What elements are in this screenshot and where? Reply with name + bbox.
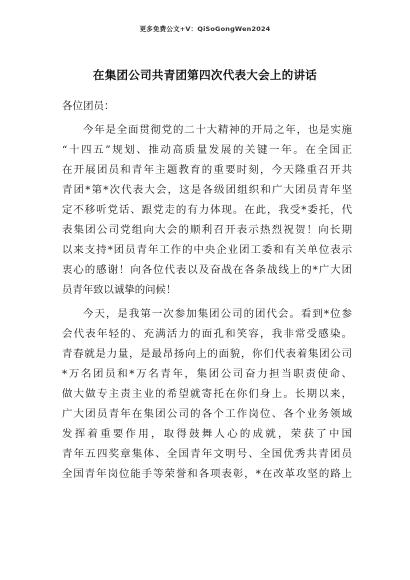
text-line: 定不移听党话、跟党走的有力体现。在此，我受*委托，代 <box>62 204 352 216</box>
text-line: 表集团公司党组向大会的顺利召开表示热烈祝贺！向长期 <box>62 224 352 236</box>
text-line: *万名团员和*万名青年，集团公司奋力担当职责使命、 <box>62 368 352 380</box>
text-line: 发挥着重要作用，取得鼓舞人心的成就，荣获了中国 <box>62 428 352 440</box>
text-line: 今天，是我第一次参加集团公司的团代会。看到*位参 <box>83 308 352 320</box>
document-title: 在集团公司共青团第四次代表大会上的讲话 <box>92 68 318 82</box>
text-line: 青春就是力量，是最昂扬向上的面貌，你们代表着集团公司 <box>62 348 352 360</box>
paragraph <box>62 120 352 300</box>
text-line: 在开展团员和青年主题教育的重要时刻，今天隆重召开共 <box>62 164 352 176</box>
text-line: 今年是全面贯彻党的二十大精神的开局之年，也是实施 <box>83 124 352 136</box>
paragraph <box>62 304 352 484</box>
text-line: “十四五”规划、推动高质量发展的关键一年。在全国正 <box>62 144 352 156</box>
salutation: 各位团员： <box>62 100 115 112</box>
text-line: 衷心的感谢！向各位代表以及奋战在各条战线上的*广大团 <box>62 264 352 276</box>
text-line: 做大做专主责主业的希望就寄托在你们身上。长期以来， <box>62 388 352 400</box>
text-line: 青年五四奖章集体、全国青年文明号、全国优秀共青团员 <box>62 448 352 460</box>
text-line: 青团*第*次代表大会，这是各级团组织和广大团员青年坚 <box>62 184 352 196</box>
text-line: 以来支持*团员青年工作的中央企业团工委和有关单位表示 <box>62 244 352 256</box>
text-line: 全国青年岗位能手等荣誉和各项表彰，*在改革攻坚的路上 <box>62 468 352 480</box>
document-body <box>62 120 352 488</box>
text-line: 广大团员青年在集团公司的各个工作岗位、各个业务领域 <box>62 408 352 420</box>
text-line: 员青年致以诚挚的问候！ <box>62 284 177 296</box>
header-watermark: 更多免费公文+V：QiSoGongWen2024 <box>139 25 271 33</box>
text-line: 会代表年轻的、充满活力的面孔和笑容，我非常受感染。 <box>62 328 352 340</box>
